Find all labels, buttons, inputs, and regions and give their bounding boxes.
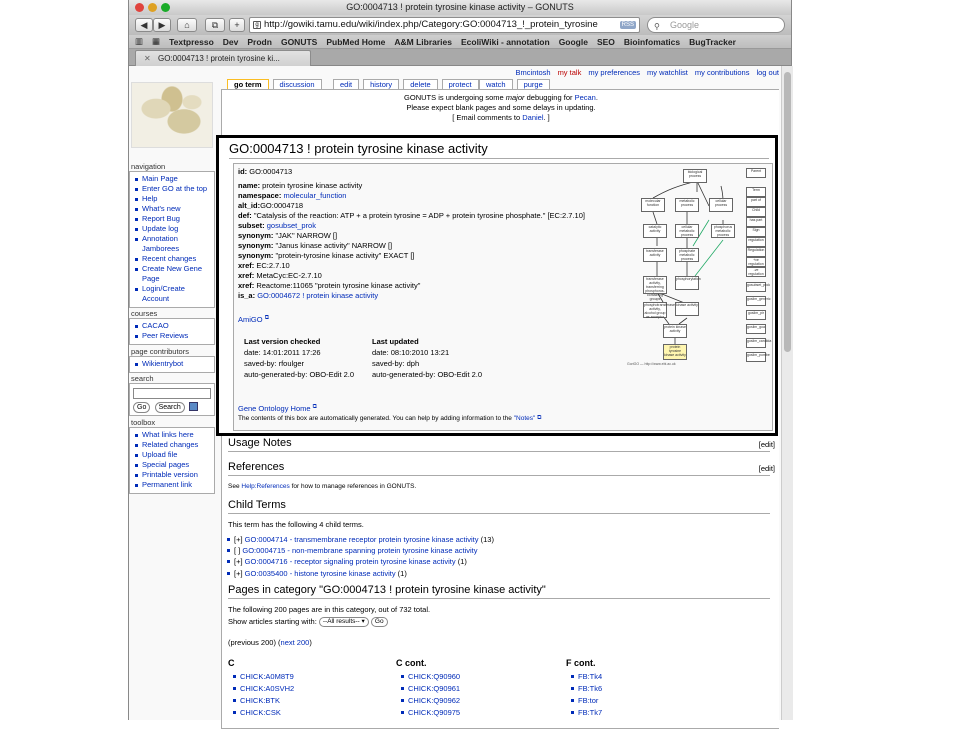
- legend-item: has part: [746, 217, 766, 227]
- alt-id-value: GO:0004718: [260, 201, 304, 210]
- usage-notes-edit-link[interactable]: [edit]: [758, 440, 775, 449]
- section-divider: [228, 598, 770, 599]
- tool-what-links-here[interactable]: What links here: [133, 430, 211, 440]
- legend-item: Sign: [746, 227, 766, 237]
- go-button[interactable]: Go: [133, 402, 150, 413]
- nav-whats-new[interactable]: What's new: [133, 204, 211, 214]
- references-text: See: [228, 483, 242, 490]
- nav-main-page[interactable]: Main Page: [133, 174, 211, 184]
- page-tabs: [227, 79, 322, 89]
- child-terms-intro: This term has the following 4 child terms.: [228, 520, 364, 529]
- bookmark-item[interactable]: PubMed Home: [326, 36, 386, 47]
- column-heading: F cont.: [566, 658, 596, 668]
- tool-upload-file[interactable]: Upload file: [133, 450, 211, 460]
- page-content: [129, 66, 781, 720]
- child-term-item: [234, 569, 407, 578]
- xref-value: MetaCyc:EC-2.7.10: [254, 271, 322, 280]
- tab-watch[interactable]: watch: [479, 79, 513, 89]
- graph-node[interactable]: molecular function: [641, 198, 665, 212]
- courses-heading: courses: [131, 309, 158, 318]
- nav-create-new-gene[interactable]: Create New Gene: [133, 264, 211, 274]
- contributors-portlet: [129, 356, 215, 373]
- legend-item: goslim_candida: [746, 338, 766, 348]
- courses-cacao[interactable]: CACAO: [133, 321, 211, 331]
- legend-item: -ve regulation: [746, 267, 766, 277]
- column-heading: C cont.: [396, 658, 427, 668]
- notice-text: . ]: [543, 113, 550, 122]
- vertical-scrollbar[interactable]: [781, 66, 793, 720]
- tool-related-changes[interactable]: Related changes: [133, 440, 211, 450]
- category-page-link[interactable]: FB:Tk6: [570, 684, 602, 693]
- zoom-window-icon[interactable]: [161, 3, 170, 12]
- xref-label: xref:: [238, 281, 255, 290]
- xref-value: EC:2.7.10: [254, 261, 290, 270]
- id-value: GO:0004713: [247, 167, 293, 176]
- external-link-icon: ⧉: [312, 404, 317, 410]
- pages-intro: The following 200 pages are in this category, out of 732 total.: [228, 605, 431, 614]
- notice-text: debugging for: [524, 93, 575, 102]
- contributors-heading: page contributors: [131, 347, 189, 356]
- auto-generated-note: The contents of this box are automatically generated. You can help by adding information to the: [238, 415, 514, 422]
- page-actions: [333, 79, 479, 89]
- last-updated-date: date: 08:10:2010 13:21: [372, 348, 450, 357]
- legend-item: Parent: [746, 168, 766, 178]
- synonym-value: "JAK" NARROW []: [273, 231, 338, 240]
- window-title: GO:0004713 ! protein tyrosine kinase activity – GONUTS: [346, 2, 574, 12]
- next-200-link[interactable]: next 200: [280, 638, 310, 647]
- nav-account[interactable]: Account: [142, 294, 170, 303]
- site-logo[interactable]: [131, 82, 213, 148]
- section-divider: [228, 451, 770, 452]
- category-page-link[interactable]: CHICK:A0SVH2: [232, 684, 294, 693]
- notice-text: [ Email comments to: [452, 113, 523, 122]
- minimize-window-icon[interactable]: [148, 3, 157, 12]
- subset-link[interactable]: gosubset_prok: [266, 221, 316, 230]
- url-bar[interactable]: [249, 17, 640, 33]
- search-icon: ⚲: [654, 22, 660, 31]
- references-edit-link[interactable]: [edit]: [758, 464, 775, 473]
- bookmark-item[interactable]: GONUTS: [280, 36, 318, 47]
- xref-label: xref:: [238, 271, 255, 280]
- synonym-label: synonym:: [238, 251, 274, 260]
- graph-node[interactable]: transferase activity, transferring phosphorus-containing groups: [643, 276, 667, 294]
- synonym-value: "protein-tyrosine kinase activity" EXACT []: [273, 251, 415, 260]
- category-page-link[interactable]: CHICK:Q90960: [400, 672, 460, 681]
- pagination-text: (previous 200) (: [228, 638, 281, 647]
- close-tab-icon[interactable]: ✕: [144, 54, 151, 63]
- browser-window: [128, 0, 792, 720]
- search-placeholder: Google: [670, 20, 700, 30]
- my-preferences-link[interactable]: my preferences: [588, 68, 641, 77]
- articles-filter-select[interactable]: [319, 617, 369, 627]
- category-page-link[interactable]: CHICK:BTK: [232, 696, 280, 705]
- last-updated-heading: Last updated: [372, 337, 419, 346]
- bookmark-item[interactable]: A&M Libraries: [394, 36, 452, 47]
- top-sites-icon[interactable]: ▦: [152, 36, 161, 46]
- pages-in-category-heading: Pages in category "GO:0004713 ! protein tyrosine kinase activity": [228, 584, 546, 596]
- legend-item: Child: [746, 207, 766, 217]
- add-button[interactable]: [229, 18, 245, 32]
- id-label: id:: [238, 167, 248, 176]
- child-term-link[interactable]: GO:0004715 - non-membrane spanning protein tyrosine kinase activity: [242, 546, 478, 555]
- is-a-label: is_a:: [238, 291, 256, 300]
- nav-login-create[interactable]: Login/Create: [133, 284, 211, 294]
- main-content: [221, 89, 779, 729]
- references-heading: References: [228, 461, 285, 473]
- legend-item: gosubset_prok: [746, 282, 766, 292]
- gene-ontology-home-link[interactable]: Gene Ontology Home: [238, 404, 311, 413]
- bookmarks-bar: [129, 35, 791, 49]
- nav-enter-go[interactable]: Enter GO at the top: [133, 184, 211, 194]
- rss-badge[interactable]: RSS: [621, 22, 634, 28]
- go-term-box: [216, 135, 778, 436]
- legend-item: +ve regulation: [746, 257, 766, 267]
- child-terms-heading: Child Terms: [228, 499, 286, 511]
- google-search-field[interactable]: [647, 17, 785, 33]
- site-notice: [222, 93, 780, 123]
- legend-item: part of: [746, 197, 766, 207]
- column-heading: C: [228, 658, 235, 668]
- my-talk-link[interactable]: my talk: [557, 68, 582, 77]
- child-term-item: [234, 557, 467, 566]
- references-text: for how to manage references in GONUTS.: [289, 483, 417, 490]
- url-text: http://gowiki.tamu.edu/wiki/index.php/Category:GO:0004713_!_protein_tyrosine: [264, 19, 598, 30]
- tab-bar: [129, 49, 791, 66]
- bookmark-icon: ⧉: [211, 20, 219, 30]
- child-term-link[interactable]: GO:0004716 - receptor signaling protein tyrosine kinase activity: [244, 557, 456, 566]
- chevron-down-icon: ▾: [361, 618, 365, 626]
- tab-go-term[interactable]: go term: [227, 79, 269, 89]
- courses-peer-reviews[interactable]: Peer Reviews: [133, 331, 211, 341]
- category-page-link[interactable]: CHICK:Q90962: [400, 696, 460, 705]
- graph-node[interactable]: kinase activity: [675, 302, 699, 316]
- alt-id-label: alt_id:: [238, 201, 261, 210]
- daniel-link[interactable]: Daniel: [522, 113, 544, 122]
- my-contributions-link[interactable]: my contributions: [694, 68, 750, 77]
- expand-toggle[interactable]: [+]: [234, 557, 243, 566]
- tab-protect[interactable]: protect: [442, 79, 479, 89]
- nav-jamborees[interactable]: Jamborees: [142, 244, 180, 253]
- section-divider: [228, 475, 770, 476]
- legend-item: goslim_goa: [746, 324, 766, 334]
- bookmark-item[interactable]: Dev: [222, 36, 239, 47]
- is-a-link[interactable]: GO:0004672 ! protein kinase activity: [257, 291, 379, 300]
- last-checked-by: saved-by: rfoulger: [244, 359, 305, 368]
- category-page-link[interactable]: CHICK:A0M8T9: [232, 672, 294, 681]
- home-icon: ⌂: [184, 20, 190, 30]
- articles-go-button[interactable]: Go: [371, 617, 388, 627]
- external-link-icon: ⧉: [264, 315, 269, 321]
- tab-delete[interactable]: delete: [403, 79, 437, 89]
- back-arrow-icon: ◀: [140, 20, 148, 30]
- graph-node[interactable]: cellular metabolic process: [675, 224, 699, 238]
- external-link-icon: ⧉: [537, 415, 542, 421]
- page-actions-2: [479, 79, 550, 89]
- log-out-link[interactable]: log out: [756, 68, 779, 77]
- tab-purge[interactable]: purge: [517, 79, 550, 89]
- nav-report-bug[interactable]: Report Bug: [133, 214, 211, 224]
- def-label: def:: [238, 211, 252, 220]
- close-window-icon[interactable]: [135, 3, 144, 12]
- notice-text: .: [595, 93, 598, 102]
- back-button[interactable]: [135, 18, 153, 32]
- graph-node[interactable]: phosphate metabolic process: [675, 248, 699, 262]
- bookmark-item[interactable]: EcoliWiki - annotation: [460, 36, 550, 47]
- bookmark-item[interactable]: BugTracker: [689, 36, 736, 47]
- personal-tools: [479, 68, 779, 77]
- bookmark-item[interactable]: SEO: [596, 36, 615, 47]
- forward-arrow-icon: ▶: [158, 20, 166, 30]
- sidebar-search-input[interactable]: [133, 388, 211, 399]
- graph-node[interactable]: transferase activity: [643, 248, 667, 262]
- graph-node[interactable]: protein kinase activity: [663, 324, 687, 338]
- search-plugin-icon[interactable]: [189, 402, 198, 411]
- bookmark-item[interactable]: Google: [558, 36, 588, 47]
- graph-node[interactable]: biological process: [683, 169, 707, 183]
- show-articles-label: Show articles starting with:: [228, 617, 317, 626]
- synonym-value: "Janus kinase activity" NARROW []: [273, 241, 393, 250]
- legend-item: Term: [746, 187, 766, 197]
- tab-edit[interactable]: edit: [333, 79, 359, 89]
- legend-item: regulation: [746, 237, 766, 247]
- expand-toggle[interactable]: [+]: [234, 569, 243, 578]
- bookmarks-icon[interactable]: ▥: [135, 36, 144, 46]
- tab-title: GO:0004713 ! protein tyrosine ki...: [158, 54, 280, 63]
- graph-node[interactable]: phosphotransferase activity, alcohol group as acceptor: [644, 303, 675, 319]
- tool-special-pages[interactable]: Special pages: [133, 460, 211, 470]
- bookmark-item[interactable]: Prodn: [247, 36, 272, 47]
- legend-item: Regulation: [746, 247, 766, 257]
- section-divider: [228, 513, 770, 514]
- synonym-label: synonym:: [238, 241, 274, 250]
- graph-node[interactable]: phosphorylation: [675, 276, 699, 290]
- tool-permanent-link[interactable]: Permanent link: [133, 480, 211, 490]
- category-page-link[interactable]: CHICK:CSK: [232, 708, 281, 717]
- category-page-link[interactable]: FB:tor: [570, 696, 598, 705]
- search-portlet: [129, 383, 215, 416]
- page-title: GO:0004713 ! protein tyrosine kinase activity: [229, 141, 488, 156]
- graph-node[interactable]: metabolic process: [675, 198, 699, 212]
- name-label: name:: [238, 181, 261, 190]
- tab-history[interactable]: history: [363, 79, 399, 89]
- amigo-link[interactable]: AmiGO: [238, 315, 263, 324]
- contributor-wikientrybot[interactable]: Wikientrybot: [133, 359, 211, 369]
- my-watchlist-link[interactable]: my watchlist: [647, 68, 688, 77]
- browser-toolbar: [129, 15, 791, 35]
- tool-printable-version[interactable]: Printable version: [133, 470, 211, 480]
- search-button[interactable]: Search: [155, 402, 185, 413]
- last-checked-date: date: 14:01:2011 17:26: [244, 348, 321, 357]
- courses-portlet: [129, 318, 215, 345]
- child-term-count: (1): [455, 557, 467, 566]
- nav-page[interactable]: Page: [142, 274, 160, 283]
- site-favicon-icon: g: [253, 21, 261, 29]
- child-term-count: (13): [478, 535, 494, 544]
- graph-node[interactable]: cellular process: [709, 198, 733, 212]
- category-page-link[interactable]: CHICK:Q90975: [400, 708, 460, 717]
- tab-discussion[interactable]: discussion: [273, 79, 322, 89]
- child-term-link[interactable]: GO:0035400 - histone tyrosine kinase activity: [244, 569, 396, 578]
- synonym-label: synonym:: [238, 231, 274, 240]
- last-updated-generator: auto-generated-by: OBO-Edit 2.0: [372, 370, 483, 379]
- notice-emphasis: major: [505, 93, 525, 102]
- category-page-link[interactable]: FB:Tk4: [570, 672, 602, 681]
- namespace-label: namespace:: [238, 191, 282, 200]
- legend-item: goslim_pir: [746, 310, 766, 320]
- browser-tab[interactable]: [135, 50, 311, 66]
- graph-legend: [746, 168, 770, 368]
- usage-notes-heading: Usage Notes: [228, 437, 292, 449]
- add-bookmark-button[interactable]: [205, 18, 225, 32]
- go-term-details: [233, 163, 773, 431]
- home-button[interactable]: [177, 18, 197, 32]
- graph-node[interactable]: catalytic activity: [643, 224, 667, 238]
- search-heading: search: [131, 374, 154, 383]
- category-page-link[interactable]: CHICK:Q90961: [400, 684, 460, 693]
- def-value: "Catalysis of the reaction: ATP + a protein tyrosine = ADP + protein tyrosine phosphate." [EC:2.7.10]: [251, 211, 585, 220]
- category-page-link[interactable]: FB:Tk7: [570, 708, 602, 717]
- toolbox-heading: toolbox: [131, 418, 156, 427]
- graph-node-current[interactable]: protein tyrosine kinase activity: [663, 344, 687, 360]
- child-term-link[interactable]: GO:0004714 - transmembrane receptor protein tyrosine kinase activity: [244, 535, 479, 544]
- expand-toggle[interactable]: [+]: [234, 535, 243, 544]
- last-checked-generator: auto-generated-by: OBO-Edit 2.0: [244, 370, 355, 379]
- graph-node[interactable]: phosphorus metabolic process: [711, 224, 735, 238]
- bookmark-item[interactable]: Bioinfomatics: [623, 36, 681, 47]
- xref-label: xref:: [238, 261, 255, 270]
- user-link[interactable]: Bmcintosh: [515, 68, 551, 77]
- pecan-link[interactable]: Pecan: [574, 93, 596, 102]
- last-updated-by: saved-by: dph: [372, 359, 420, 368]
- child-term-item: [234, 535, 494, 544]
- namespace-link[interactable]: molecular_function: [283, 191, 347, 200]
- subset-label: subset:: [238, 221, 265, 230]
- name-value: protein tyrosine kinase activity: [260, 181, 363, 190]
- xref-value: Reactome:11065 "protein tyrosine kinase activity": [254, 281, 421, 290]
- nav-help[interactable]: Help: [133, 194, 211, 204]
- expand-toggle[interactable]: [ ]: [234, 546, 241, 555]
- navigation-heading: navigation: [131, 162, 166, 171]
- bookmark-item[interactable]: Textpresso: [169, 36, 214, 47]
- child-term-count: (1): [395, 569, 407, 578]
- nav-annotation[interactable]: Annotation: [133, 234, 211, 244]
- nav-update-log[interactable]: Update log: [133, 224, 211, 234]
- help-references-link[interactable]: Help:References: [241, 483, 290, 490]
- notes-link[interactable]: "Notes": [513, 415, 536, 422]
- select-value: --All results--: [322, 618, 360, 626]
- legend-item: goslim_pombe: [746, 352, 766, 362]
- nav-recent-changes[interactable]: Recent changes: [133, 254, 211, 264]
- title-bar: [129, 0, 791, 15]
- last-checked-heading: Last version checked: [244, 337, 321, 346]
- pagination-text: ): [309, 638, 312, 647]
- toolbox-portlet: [129, 427, 215, 494]
- scrollbar-thumb[interactable]: [784, 72, 791, 352]
- title-divider: [229, 158, 769, 159]
- plus-icon: +: [234, 20, 240, 30]
- navigation-portlet: [129, 171, 215, 308]
- notice-line-2: Please expect blank pages and some delays in updating.: [406, 103, 596, 112]
- graph-caption: GoriGO — http://www.ebi.ac.uk: [627, 362, 676, 366]
- legend-item: goslim_generic: [746, 296, 766, 306]
- forward-button[interactable]: [153, 18, 171, 32]
- notice-text: GONUTS is undergoing some: [404, 93, 506, 102]
- child-term-item: [234, 546, 478, 555]
